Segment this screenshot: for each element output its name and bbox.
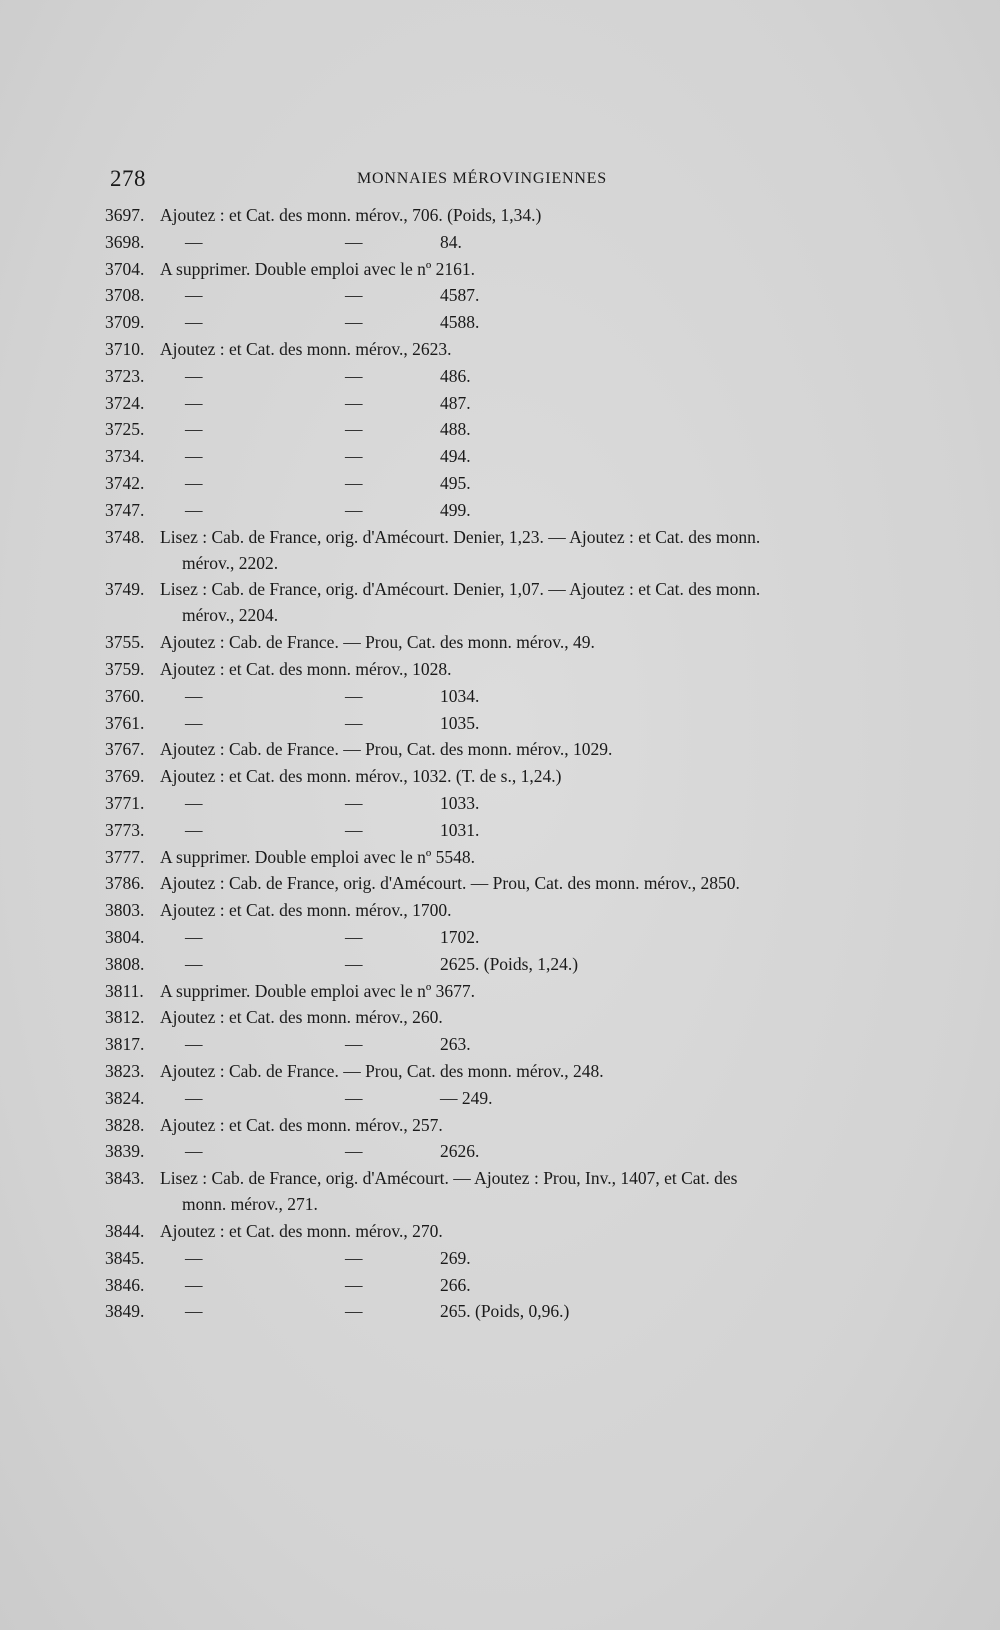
list-item bbox=[105, 1165, 885, 1215]
ditto-mark: — bbox=[185, 927, 203, 947]
entry-number: 3808. bbox=[105, 953, 145, 974]
list-item bbox=[105, 924, 885, 950]
entry-reference: 494. bbox=[440, 446, 471, 467]
ditto-mark: — bbox=[345, 1087, 363, 1108]
ditto-mark: — bbox=[185, 819, 203, 840]
ditto-mark: — bbox=[345, 473, 363, 493]
entry-number: 3724. bbox=[105, 392, 145, 413]
entry-number: 3817. bbox=[105, 1034, 145, 1055]
list-item bbox=[105, 1058, 885, 1084]
entry-number: 3849. bbox=[105, 1301, 145, 1322]
entry-text: Ajoutez : et Cat. des monn. mérov., 1028. bbox=[160, 659, 452, 679]
list-item bbox=[105, 844, 885, 870]
entry-number: 3708. bbox=[105, 285, 145, 306]
ditto-mark: — bbox=[185, 446, 203, 467]
list-item bbox=[105, 497, 885, 523]
ditto-mark: — bbox=[345, 231, 363, 252]
ditto-mark: — bbox=[185, 1034, 203, 1055]
list-item bbox=[105, 683, 885, 709]
entry-reference: 1033. bbox=[440, 793, 480, 813]
entry-number: 3742. bbox=[105, 473, 145, 493]
list-item bbox=[105, 1112, 885, 1138]
entry-reference: 487. bbox=[440, 392, 471, 413]
entry-number: 3812. bbox=[105, 1007, 145, 1028]
entry-number: 3824. bbox=[105, 1087, 145, 1108]
ditto-mark: — bbox=[345, 419, 363, 440]
entry-text: Ajoutez : et Cat. des monn. mérov., 706. (Poids, 1,34.) bbox=[160, 205, 542, 225]
ditto-mark: — bbox=[345, 285, 363, 306]
list-item bbox=[105, 336, 885, 362]
entry-number: 3755. bbox=[105, 632, 145, 653]
list-item bbox=[105, 736, 885, 762]
ditto-mark: — bbox=[185, 231, 203, 252]
entry-reference: 495. bbox=[440, 473, 471, 493]
list-item bbox=[105, 817, 885, 843]
entry-reference: 4588. bbox=[440, 312, 480, 333]
ditto-mark: — bbox=[185, 419, 203, 440]
list-item bbox=[105, 978, 885, 1004]
entry-number: 3839. bbox=[105, 1141, 145, 1162]
entry-number: 3771. bbox=[105, 793, 145, 813]
ditto-mark: — bbox=[345, 392, 363, 413]
entry-reference: 1034. bbox=[440, 685, 480, 706]
list-item bbox=[105, 1004, 885, 1030]
running-title: MONNAIES MÉROVINGIENNES bbox=[357, 170, 607, 187]
entry-text: Lisez : Cab. de France, orig. d'Amécourt. Denier, 1,23. — Ajoutez : et Cat. des monn. bbox=[160, 526, 761, 547]
ditto-mark: — bbox=[185, 499, 203, 520]
ditto-mark: — bbox=[345, 365, 363, 386]
entry-reference: 1035. bbox=[440, 712, 480, 733]
entry-reference: 269. bbox=[440, 1247, 471, 1268]
entry-continuation: mérov., 2204. bbox=[182, 605, 279, 626]
entry-number: 3823. bbox=[105, 1061, 145, 1081]
list-item bbox=[105, 1245, 885, 1271]
entry-number: 3759. bbox=[105, 659, 145, 679]
entry-reference: 266. bbox=[440, 1274, 471, 1295]
ditto-mark: — bbox=[185, 953, 203, 974]
list-item bbox=[105, 629, 885, 655]
ditto-mark: — bbox=[185, 1301, 203, 1322]
entry-reference: 84. bbox=[440, 231, 462, 252]
entry-text: Ajoutez : et Cat. des monn. mérov., 257. bbox=[160, 1114, 443, 1135]
entry-reference: 488. bbox=[440, 419, 471, 440]
entry-number: 3734. bbox=[105, 446, 145, 467]
entry-text: Ajoutez : et Cat. des monn. mérov., 260. bbox=[160, 1007, 443, 1028]
ditto-mark: — bbox=[185, 793, 203, 813]
ditto-mark: — bbox=[185, 392, 203, 413]
ditto-mark: — bbox=[185, 285, 203, 306]
ditto-mark: — bbox=[185, 1087, 203, 1108]
ditto-mark: — bbox=[345, 927, 363, 947]
ditto-mark: — bbox=[345, 819, 363, 840]
ditto-mark: — bbox=[345, 793, 363, 813]
ditto-mark: — bbox=[345, 446, 363, 467]
list-item bbox=[105, 763, 885, 789]
entry-number: 3697. bbox=[105, 205, 145, 225]
ditto-mark: — bbox=[185, 685, 203, 706]
list-item bbox=[105, 282, 885, 308]
entry-reference: 1031. bbox=[440, 819, 480, 840]
entry-text: Ajoutez : Cab. de France. — Prou, Cat. des monn. mérov., 49. bbox=[160, 632, 595, 653]
list-item bbox=[105, 470, 885, 496]
entry-number: 3803. bbox=[105, 900, 145, 921]
ditto-mark: — bbox=[345, 1247, 363, 1268]
entry-reference: 486. bbox=[440, 365, 471, 386]
entry-number: 3846. bbox=[105, 1274, 145, 1295]
entry-text: Lisez : Cab. de France, orig. d'Amécourt. Denier, 1,07. — Ajoutez : et Cat. des monn. bbox=[160, 579, 761, 600]
entry-continuation: monn. mérov., 271. bbox=[182, 1194, 318, 1215]
entry-number: 3828. bbox=[105, 1114, 145, 1135]
entry-number: 3769. bbox=[105, 766, 145, 787]
list-item bbox=[105, 1138, 885, 1164]
list-item bbox=[105, 202, 885, 228]
entry-text: Ajoutez : et Cat. des monn. mérov., 270. bbox=[160, 1221, 443, 1241]
entry-reference: — 249. bbox=[440, 1087, 493, 1108]
list-item bbox=[105, 229, 885, 255]
entry-number: 3723. bbox=[105, 365, 145, 386]
list-item bbox=[105, 1031, 885, 1057]
entry-number: 3845. bbox=[105, 1247, 145, 1268]
ditto-mark: — bbox=[345, 712, 363, 733]
entry-text: Ajoutez : et Cat. des monn. mérov., 1032. (T. de s., 1,24.) bbox=[160, 766, 562, 787]
entry-number: 3709. bbox=[105, 312, 145, 333]
ditto-mark: — bbox=[185, 473, 203, 493]
entry-text: A supprimer. Double emploi avec le nº 2161. bbox=[160, 258, 476, 279]
list-item bbox=[105, 576, 885, 626]
ditto-mark: — bbox=[345, 1274, 363, 1295]
entry-number: 3767. bbox=[105, 739, 145, 760]
entry-number: 3749. bbox=[105, 579, 145, 600]
entry-number: 3761. bbox=[105, 712, 145, 733]
entry-reference: 263. bbox=[440, 1034, 471, 1055]
entry-text: Lisez : Cab. de France, orig. d'Amécourt. — Ajoutez : Prou, Inv., 1407, et Cat. des bbox=[160, 1168, 738, 1189]
list-item bbox=[105, 656, 885, 682]
entry-text: Ajoutez : Cab. de France. — Prou, Cat. des monn. mérov., 1029. bbox=[160, 739, 613, 760]
entry-number: 3811. bbox=[105, 980, 144, 1001]
list-item bbox=[105, 1218, 885, 1244]
entry-reference: 499. bbox=[440, 499, 471, 520]
ditto-mark: — bbox=[345, 499, 363, 520]
entry-reference: 265. (Poids, 0,96.) bbox=[440, 1301, 570, 1322]
entry-continuation: mérov., 2202. bbox=[182, 552, 279, 573]
entry-number: 3804. bbox=[105, 927, 145, 947]
entry-text: A supprimer. Double emploi avec le nº 3677. bbox=[160, 980, 476, 1001]
entry-text: Ajoutez : et Cat. des monn. mérov., 2623. bbox=[160, 339, 452, 359]
list-item bbox=[105, 1298, 885, 1324]
list-item bbox=[105, 309, 885, 335]
ditto-mark: — bbox=[185, 1247, 203, 1268]
entry-reference: 2625. (Poids, 1,24.) bbox=[440, 953, 579, 974]
entry-number: 3725. bbox=[105, 419, 145, 440]
list-item bbox=[105, 710, 885, 736]
list-item bbox=[105, 897, 885, 923]
ditto-mark: — bbox=[185, 1141, 203, 1162]
list-item bbox=[105, 1085, 885, 1111]
entry-text: A supprimer. Double emploi avec le nº 5548. bbox=[160, 846, 476, 867]
ditto-mark: — bbox=[345, 685, 363, 706]
entry-number: 3844. bbox=[105, 1221, 145, 1241]
ditto-mark: — bbox=[345, 1141, 363, 1162]
entry-reference: 1702. bbox=[440, 927, 480, 947]
entry-reference: 2626. bbox=[440, 1141, 480, 1162]
entry-text: Ajoutez : Cab. de France, orig. d'Amécourt. — Prou, Cat. des monn. mérov., 2850. bbox=[160, 873, 740, 894]
list-item bbox=[105, 256, 885, 282]
list-item bbox=[105, 416, 885, 442]
entry-number: 3747. bbox=[105, 499, 145, 520]
entry-text: Ajoutez : et Cat. des monn. mérov., 1700. bbox=[160, 900, 452, 921]
ditto-mark: — bbox=[185, 1274, 203, 1295]
entry-number: 3773. bbox=[105, 819, 145, 840]
list-item bbox=[105, 790, 885, 816]
ditto-mark: — bbox=[345, 1034, 363, 1055]
list-item bbox=[105, 951, 885, 977]
entry-number: 3786. bbox=[105, 873, 145, 894]
entry-text: Ajoutez : Cab. de France. — Prou, Cat. des monn. mérov., 248. bbox=[160, 1061, 604, 1081]
list-item bbox=[105, 870, 885, 896]
ditto-mark: — bbox=[345, 1301, 363, 1322]
ditto-mark: — bbox=[185, 712, 203, 733]
entry-number: 3748. bbox=[105, 526, 145, 547]
list-item bbox=[105, 524, 885, 573]
entry-number: 3843. bbox=[105, 1168, 145, 1189]
entry-reference: 4587. bbox=[440, 285, 480, 306]
list-item bbox=[105, 1272, 885, 1298]
entry-number: 3760. bbox=[105, 685, 145, 706]
ditto-mark: — bbox=[185, 312, 203, 333]
entry-number: 3777. bbox=[105, 846, 145, 867]
list-item bbox=[105, 443, 885, 469]
ditto-mark: — bbox=[345, 312, 363, 333]
ditto-mark: — bbox=[345, 953, 363, 974]
entry-number: 3698. bbox=[105, 231, 145, 252]
entry-number: 3704. bbox=[105, 258, 145, 279]
ditto-mark: — bbox=[185, 365, 203, 386]
entry-number: 3710. bbox=[105, 339, 145, 359]
list-item bbox=[105, 390, 885, 416]
page-number: 278 bbox=[110, 166, 146, 191]
list-item bbox=[105, 363, 885, 389]
